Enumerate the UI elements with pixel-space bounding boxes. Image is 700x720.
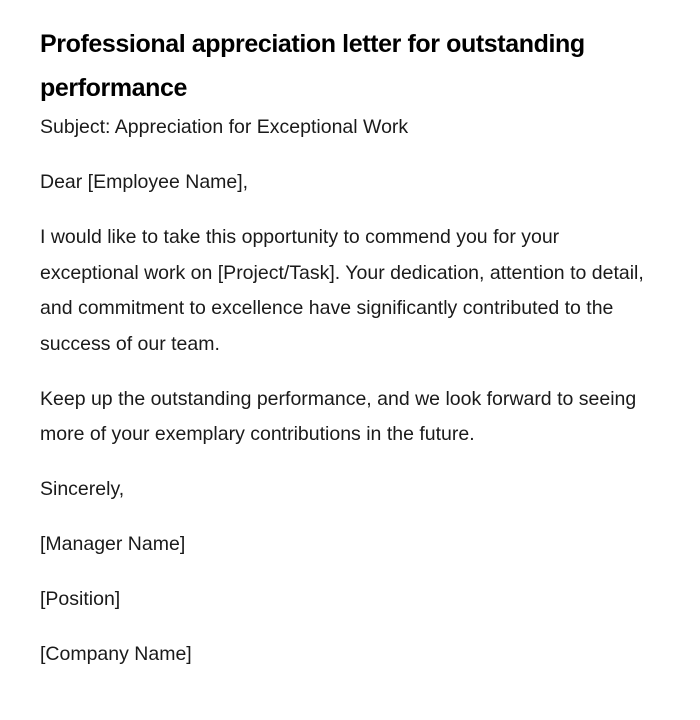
letter-subject: Subject: Appreciation for Exceptional Work bbox=[40, 116, 409, 138]
signature-company-name: [Company Name] bbox=[40, 643, 192, 665]
signature-manager-name: [Manager Name] bbox=[40, 533, 186, 555]
letter-title: Professional appreciation letter for outstanding performance bbox=[40, 30, 585, 102]
letter-closing: Sincerely, bbox=[40, 478, 125, 500]
body-paragraph-1: I would like to take this opportunity to commend you for your exceptional work on [Project/Task]. Your dedication, attention to detail, and commitment to excellence have significantly contributed to the success of our team. bbox=[40, 226, 644, 355]
letter bbox=[40, 22, 650, 692]
body-paragraph-2: Keep up the outstanding performance, and we look forward to seeing more of your exemplary contributions in the future. bbox=[40, 387, 637, 445]
signature-position: [Position] bbox=[40, 588, 121, 610]
letter-salutation: Dear [Employee Name], bbox=[40, 171, 249, 193]
